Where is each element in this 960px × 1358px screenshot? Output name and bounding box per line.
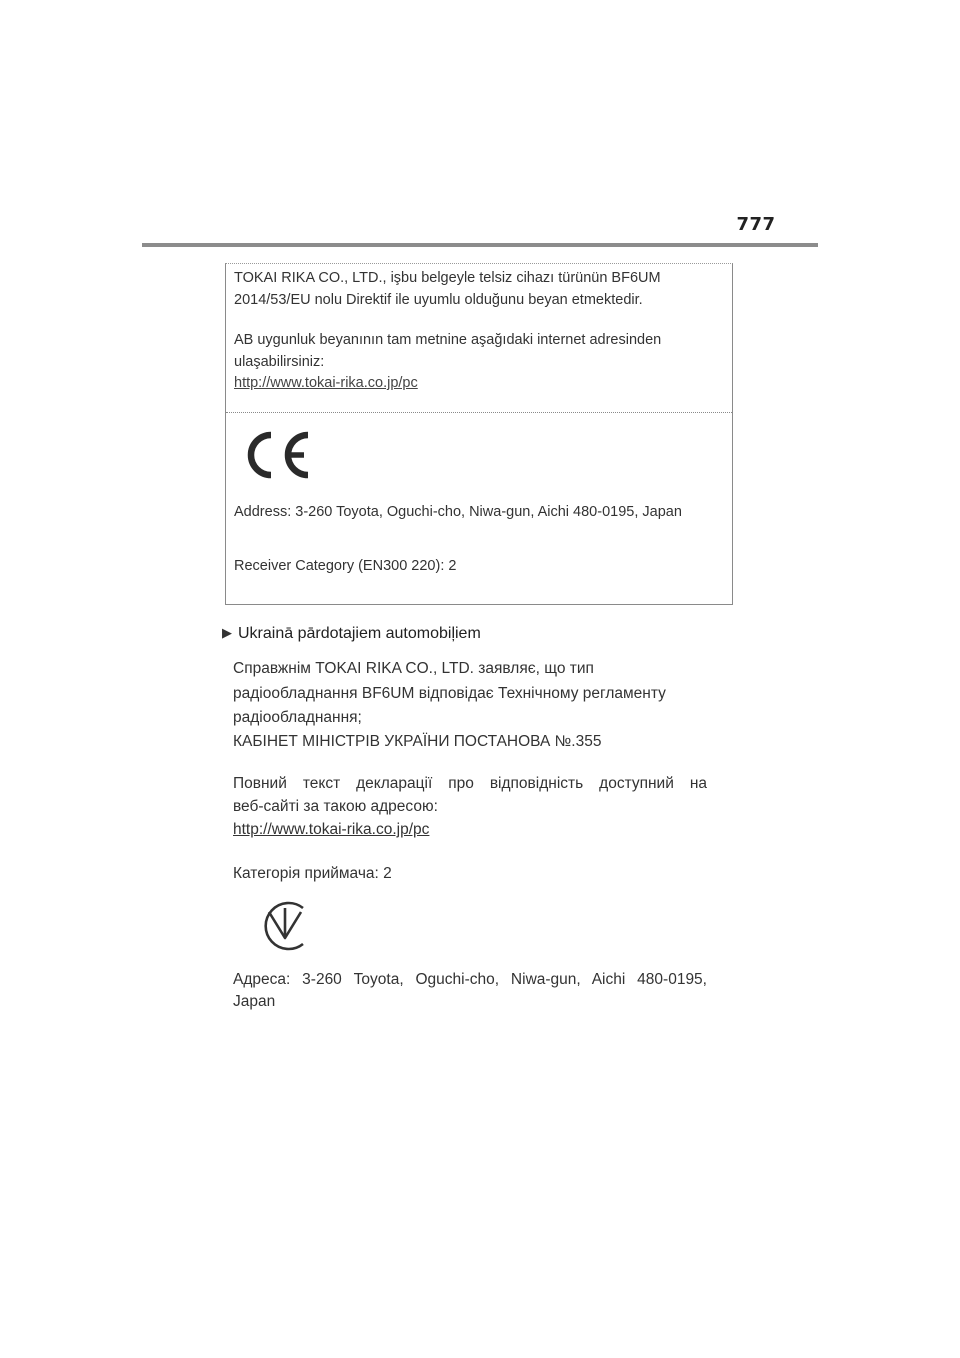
ce-mark-icon	[244, 429, 314, 481]
ukraine-section-heading	[222, 622, 481, 645]
page-number: 777	[736, 214, 776, 235]
ua-address-line-1: Адреса: 3-260 Toyota, Oguchi-cho, Niwa-gun, Aichi 480-0195,	[233, 971, 707, 988]
ua-full-text-line-2: веб-сайті за такою адресою:	[233, 798, 438, 815]
triangle-bullet-icon: ▶	[222, 625, 232, 640]
ua-address-line-2: Japan	[233, 993, 276, 1010]
ua-declaration-line-3: радіообладнання;	[233, 709, 362, 726]
ua-declaration-line-1: Справжнім TOKAI RIKA CO., LTD. заявляє, що тип	[233, 660, 594, 677]
turkish-info-line-2: ulaşabilirsiniz:	[234, 354, 325, 370]
turkish-declaration-line-1: TOKAI RIKA CO., LTD., işbu belgeyle telsiz cihazı türünün BF6UM	[234, 270, 661, 286]
notice-box	[225, 263, 733, 605]
box-divider	[226, 412, 732, 413]
header-rule	[142, 243, 818, 247]
turkish-link[interactable]: http://www.tokai-rika.co.jp/pc	[234, 375, 418, 391]
box-address: Address: 3-260 Toyota, Oguchi-cho, Niwa-gun, Aichi 480-0195, Japan	[234, 504, 682, 520]
ukraine-heading-text: Ukrainā pārdotajiem automobiļiem	[238, 625, 481, 642]
ukrainian-conformity-mark-icon	[257, 898, 313, 954]
ua-full-text-line-1: Повний текст декларації про відповідність доступний на	[233, 775, 707, 792]
turkish-declaration-line-2: 2014/53/EU nolu Direktif ile uyumlu olduğunu beyan etmektedir.	[234, 292, 643, 308]
ua-link[interactable]: http://www.tokai-rika.co.jp/pc	[233, 821, 430, 838]
ua-declaration-line-4: КАБІНЕТ МІНІСТРІВ УКРАЇНИ ПОСТАНОВА №.355	[233, 733, 602, 750]
ua-receiver-category: Категорія приймача: 2	[233, 865, 392, 882]
ua-declaration-line-2: радіообладнання BF6UM відповідає Технічному регламенту	[233, 685, 666, 702]
box-receiver-category: Receiver Category (EN300 220): 2	[234, 558, 457, 574]
turkish-info-line-1: AB uygunluk beyanının tam metnine aşağıdaki internet adresinden	[234, 332, 662, 348]
